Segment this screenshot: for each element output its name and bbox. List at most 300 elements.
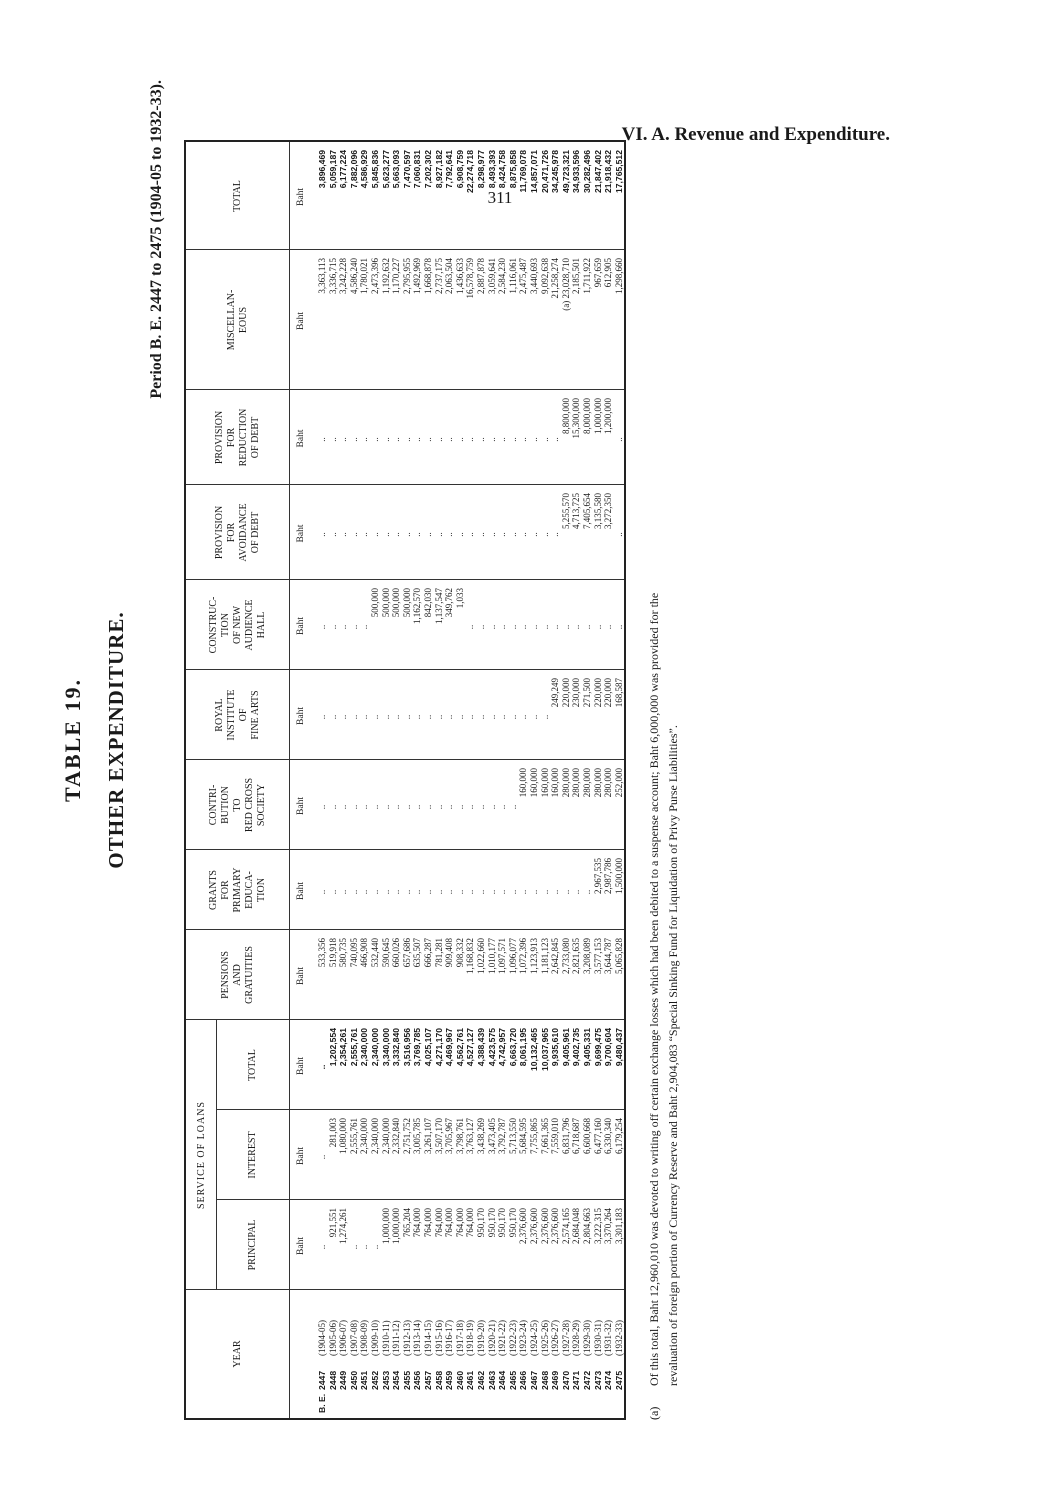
table-cell-principal: 3,370,264 [603, 1208, 614, 1244]
table-cell-principal: 2,684,048 [571, 1208, 582, 1244]
table-cell-pensions: 666,287 [423, 938, 433, 968]
table-cell-misc: 3,363,113 [317, 258, 327, 294]
table-cell-audience-hall: .. [550, 624, 561, 630]
table-cell-avoidance: .. [476, 532, 486, 537]
table-cell-principal: 950,170 [486, 1208, 497, 1238]
table-cell-red-cross: .. [359, 804, 370, 810]
table-cell-total: 8,424,758 [497, 150, 508, 189]
table-cell-audience-hall: .. [327, 624, 338, 630]
table-cell-interest: 5,713,550 [507, 1118, 518, 1154]
table-cell-total: 11,769,078 [518, 150, 529, 193]
table-cell-total: 34,933,596 [571, 150, 582, 194]
table-cell-grants: 2,987,786 [603, 858, 614, 894]
table-cell-interest: 3,438,269 [476, 1118, 486, 1154]
header-avoidance-of-debt: PROVISION FOR AVOIDANCE OF DEBT [213, 503, 261, 562]
year-be: 2451 [359, 1370, 370, 1390]
table-cell-red-cross: 160,000 [550, 768, 561, 798]
unit-label: Baht [296, 1237, 306, 1255]
table-cell-loans-total: 9,699,475 [592, 1028, 603, 1067]
table-number: TABLE 19. [60, 678, 85, 802]
table-cell-grants: .. [550, 889, 561, 895]
table-cell-reduction: .. [613, 437, 624, 442]
rotated-table-page [40, 20, 800, 1460]
year-ad: (1919-20) [476, 1320, 486, 1356]
table-cell-total: 6,908,759 [454, 150, 465, 189]
table-cell-total: 7,792,641 [444, 150, 455, 189]
table-cell-total: 5,623,277 [380, 150, 391, 189]
table-cell-red-cross: .. [412, 804, 423, 810]
table-cell-grants: .. [423, 889, 433, 895]
year-be: 2452 [370, 1370, 380, 1390]
table-cell-avoidance: .. [359, 532, 370, 537]
year-ad: (1917-18) [454, 1320, 465, 1356]
table-cell-loans-total: 2,354,261 [338, 1028, 349, 1067]
table-cell-principal: 764,000 [412, 1208, 423, 1238]
year-ad: (1909-10) [370, 1320, 380, 1356]
table-cell-avoidance: .. [454, 532, 465, 537]
table-cell-audience-hall: 500,000 [391, 588, 402, 618]
table-cell-reduction: .. [539, 437, 550, 442]
table-cell-avoidance: .. [444, 532, 455, 537]
table-cell-total: 8,298,977 [476, 150, 486, 189]
table-cell-avoidance: .. [423, 532, 433, 537]
year-ad: (1907-08) [348, 1320, 359, 1356]
header-audience-hall: CONSTRUC- TION OF NEW AUDIENCE HALL [207, 596, 267, 654]
table-cell-pensions: 1,181,123 [539, 938, 550, 974]
table-cell-fine-arts: .. [465, 714, 476, 720]
table-cell-avoidance: .. [401, 532, 412, 537]
year-be: 2472 [582, 1370, 592, 1390]
table-cell-total: 22,274,718 [465, 150, 476, 194]
table-cell-loans-total: 3,332,840 [391, 1028, 402, 1067]
table-cell-loans-total: 4,742,957 [497, 1028, 508, 1067]
table-cell-total: 5,845,836 [370, 150, 380, 189]
table-cell-avoidance: .. [412, 532, 423, 537]
table-cell-principal: .. [317, 1244, 327, 1250]
table-cell-loans-total: 4,025,107 [423, 1028, 433, 1067]
table-cell-total: 14,857,071 [529, 150, 539, 194]
year-ad: (1922-23) [507, 1320, 518, 1356]
table-cell-misc: 1,780,021 [359, 258, 370, 294]
table-cell-reduction: 8,000,000 [582, 398, 592, 434]
table-cell-red-cross: .. [370, 804, 380, 810]
table-cell-principal: 1,000,000 [391, 1208, 402, 1244]
table-cell-misc: 2,063,504 [444, 258, 455, 294]
table-cell-interest: 2,332,840 [391, 1118, 402, 1154]
table-cell-reduction: .. [348, 437, 359, 442]
table-cell-audience-hall: 842,030 [423, 588, 433, 618]
table-cell-audience-hall: .. [338, 624, 349, 630]
table-cell-audience-hall: 1,033 [454, 588, 465, 609]
table-cell-total: 7,882,096 [348, 150, 359, 189]
table-cell-misc: 1,116,061 [507, 258, 518, 294]
table-cell-reduction: .. [444, 437, 455, 442]
table-cell-fine-arts: .. [476, 714, 486, 720]
year-be: 2449 [338, 1370, 349, 1390]
table-cell-misc: 3,336,715 [327, 258, 338, 294]
table-cell-audience-hall: .. [613, 624, 624, 630]
year-ad: (1911-12) [391, 1320, 402, 1356]
table-cell-loans-total: 9,402,735 [571, 1028, 582, 1067]
unit-label: Baht [296, 429, 306, 448]
table-cell-audience-hall: 500,000 [370, 588, 380, 618]
table-cell-avoidance: 3,135,580 [592, 493, 603, 529]
table-cell-audience-hall: .. [348, 624, 359, 630]
table-cell-reduction: .. [486, 437, 497, 442]
table-cell-audience-hall: .. [476, 624, 486, 630]
table-cell-avoidance: .. [391, 532, 402, 537]
table-cell-red-cross: 252,000 [613, 768, 624, 798]
table-cell-avoidance: .. [317, 532, 327, 537]
table-cell-reduction: .. [359, 437, 370, 442]
table-cell-reduction: .. [476, 437, 486, 442]
table-cell-fine-arts: .. [444, 714, 455, 720]
table-cell-reduction: .. [327, 437, 338, 442]
year-ad: (1930-31) [592, 1320, 603, 1356]
unit-label: Baht [296, 617, 306, 635]
table-cell-reduction: .. [507, 437, 518, 442]
table-cell-grants: .. [476, 889, 486, 895]
table-cell-principal: 764,000 [423, 1208, 433, 1238]
table-cell-reduction: .. [433, 437, 444, 442]
table-cell-interest: 7,755,865 [529, 1118, 539, 1154]
table-cell-avoidance: .. [497, 532, 508, 537]
table-cell-grants: .. [391, 889, 402, 895]
year-ad: (1931-32) [603, 1320, 614, 1356]
table-cell-misc: 1,436,633 [454, 258, 465, 294]
table-cell-loans-total: 4,388,439 [476, 1028, 486, 1067]
year-be: 2462 [476, 1370, 486, 1390]
table-cell-loans-total: 1,202,554 [327, 1028, 338, 1067]
table-cell-total: 4,586,929 [359, 150, 370, 189]
table-cell-red-cross: .. [433, 804, 444, 810]
table-cell-audience-hall: .. [486, 624, 497, 630]
year-be: 2466 [518, 1370, 529, 1390]
year-ad: (1908-09) [359, 1320, 370, 1356]
table-cell-interest: 3,005,785 [412, 1118, 423, 1154]
table-cell-interest: 6,600,668 [582, 1118, 592, 1154]
table-cell-reduction: .. [529, 437, 539, 442]
table-cell-fine-arts: .. [338, 714, 349, 720]
table-subtitle: OTHER EXPENDITURE. [104, 611, 128, 869]
table-cell-total: 8,927,182 [433, 150, 444, 189]
table-cell-avoidance: .. [380, 532, 391, 537]
table-cell-principal: 765,204 [401, 1208, 412, 1238]
table-cell-fine-arts: .. [423, 714, 433, 720]
header-miscellaneous: MISCELLAN- EOUS [225, 289, 249, 351]
unit-label: Baht [296, 524, 306, 543]
table-cell-principal: 764,000 [465, 1208, 476, 1238]
table-cell-loans-total: 2,340,000 [370, 1028, 380, 1067]
table-cell-fine-arts: .. [412, 714, 423, 720]
header-red-cross: CONTRI- BUTION TO RED CROSS SOCIETY [207, 777, 267, 833]
table-cell-red-cross: .. [338, 804, 349, 810]
table-cell-misc: (a) 23,028,710 [560, 258, 571, 311]
table-cell-misc: 16,578,759 [465, 258, 476, 299]
table-cell-audience-hall: .. [359, 624, 370, 630]
table-cell-audience-hall: 1,162,570 [412, 588, 423, 624]
table-cell-avoidance: .. [550, 532, 561, 537]
table-cell-interest: 6,718,687 [571, 1118, 582, 1154]
table-cell-interest: 1,080,000 [338, 1118, 349, 1154]
table-cell-grants: .. [401, 889, 412, 895]
header-loans-total: TOTAL [246, 1049, 258, 1081]
year-ad: (1926-27) [550, 1320, 561, 1356]
table-cell-grants: .. [454, 889, 465, 895]
table-cell-audience-hall: .. [529, 624, 539, 630]
year-ad: (1921-22) [497, 1320, 508, 1356]
table-cell-interest: 5,684,595 [518, 1118, 529, 1154]
table-cell-interest: 3,798,761 [454, 1118, 465, 1154]
table-cell-reduction: .. [518, 437, 529, 442]
table-cell-pensions: 3,208,089 [582, 938, 592, 974]
table-cell-grants: .. [433, 889, 444, 895]
table-cell-avoidance: 5,255,570 [560, 493, 571, 529]
table-cell-red-cross: 280,000 [592, 768, 603, 798]
year-be: 2470 [560, 1370, 571, 1390]
table-cell-misc: 1,668,878 [423, 258, 433, 294]
table-cell-reduction: .. [465, 437, 476, 442]
table-cell-misc: 21,258,274 [550, 258, 561, 299]
table-cell-misc: 2,185,501 [571, 258, 582, 294]
year-be: 2463 [486, 1370, 497, 1390]
table-cell-fine-arts: .. [348, 714, 359, 720]
table-cell-loans-total: 8,061,195 [518, 1028, 529, 1067]
table-cell-avoidance: .. [507, 532, 518, 537]
year-be: 2461 [465, 1370, 476, 1390]
table-cell-pensions: 1,022,660 [476, 938, 486, 974]
table-cell-interest: .. [317, 1154, 327, 1160]
table-cell-total: 21,847,402 [592, 150, 603, 194]
table-cell-reduction: .. [370, 437, 380, 442]
table-cell-red-cross: .. [401, 804, 412, 810]
table-cell-misc: 2,473,396 [370, 258, 380, 294]
table-cell-interest: 3,705,967 [444, 1118, 455, 1154]
table-cell-loans-total: 10,132,465 [529, 1028, 539, 1072]
table-cell-reduction: .. [412, 437, 423, 442]
header-year: YEAR [231, 1340, 243, 1368]
table-cell-pensions: 660,026 [391, 938, 402, 968]
table-cell-grants: .. [507, 889, 518, 895]
table-cell-misc: 3,059,641 [486, 258, 497, 294]
unit-label: Baht [296, 188, 306, 206]
table-cell-misc: 2,737,175 [433, 258, 444, 294]
year-be: 2453 [380, 1370, 391, 1390]
year-ad: (1914-15) [423, 1320, 433, 1356]
table-cell-total: 7,060,831 [412, 150, 423, 189]
table-cell-reduction: 15,300,000 [571, 398, 582, 439]
table-cell-principal: 764,000 [444, 1208, 455, 1238]
table-cell-audience-hall: .. [507, 624, 518, 630]
table-cell-interest: 6,330,340 [603, 1118, 614, 1154]
table-cell-grants: .. [571, 889, 582, 895]
table-cell-misc: 1,192,632 [380, 258, 391, 294]
table-cell-red-cross: 280,000 [603, 768, 614, 798]
table-cell-loans-total: 4,469,967 [444, 1028, 455, 1067]
table-cell-avoidance: .. [327, 532, 338, 537]
table-cell-audience-hall: .. [582, 624, 592, 630]
table-cell-interest: 2,751,752 [401, 1118, 412, 1154]
table-cell-grants: .. [412, 889, 423, 895]
year-ad: (1925-26) [539, 1320, 550, 1356]
table-cell-reduction: .. [380, 437, 391, 442]
unit-label: Baht [296, 707, 306, 725]
table-cell-audience-hall: 500,000 [401, 588, 412, 618]
table-cell-reduction: .. [391, 437, 402, 442]
table-cell-grants: .. [560, 889, 571, 895]
table-cell-misc: 3,440,693 [529, 258, 539, 294]
table-cell-fine-arts: 271,500 [582, 678, 592, 708]
table-cell-interest: 6,831,796 [560, 1118, 571, 1154]
table-cell-principal: 1,274,261 [338, 1208, 349, 1244]
table-cell-pensions: 2,642,845 [550, 938, 561, 974]
table-cell-pensions: 519,918 [327, 938, 338, 968]
table-cell-avoidance: .. [465, 532, 476, 537]
table-cell-interest: 3,473,405 [486, 1118, 497, 1154]
table-cell-loans-total: 6,663,720 [507, 1028, 518, 1067]
page-number: 311 [487, 188, 513, 207]
table-cell-misc: 9,092,638 [539, 258, 550, 294]
table-cell-grants: .. [539, 889, 550, 895]
section-header: VI. A. Revenue and Expenditure. [621, 124, 890, 145]
header-total: TOTAL [231, 180, 243, 212]
table-cell-red-cross: .. [327, 804, 338, 810]
table-cell-fine-arts: .. [529, 714, 539, 720]
table-cell-avoidance: 4,713,725 [571, 493, 582, 529]
table-cell-grants: .. [497, 889, 508, 895]
table-cell-avoidance: .. [518, 532, 529, 537]
table-cell-grants: 1,500,000 [613, 858, 624, 894]
table-cell-pensions: 3,644,787 [603, 938, 614, 974]
table-cell-misc: 1,492,969 [412, 258, 423, 294]
table-cell-red-cross: 280,000 [582, 768, 592, 798]
year-be: 2469 [550, 1370, 561, 1390]
table-cell-audience-hall: .. [560, 624, 571, 630]
table-cell-pensions: 590,645 [380, 938, 391, 968]
table-cell-interest: 2,555,761 [348, 1118, 359, 1154]
table-cell-pensions: 908,332 [454, 938, 465, 968]
footnote-line-2: revaluation of foreign portion of Currency Reserve and Baht 2,904,083 “Special Sinking Fund for Liquidation of Privy Purse Liabilities”. [666, 725, 680, 1386]
year-be: 2473 [592, 1370, 603, 1390]
header-reduction-of-debt: PROVISION FOR REDUCTION OF DEBT [213, 408, 261, 467]
table-cell-total: 8,875,858 [507, 150, 518, 189]
header-fine-arts: ROYAL INSTITUTE OF FINE ARTS [213, 689, 261, 741]
table-cell-reduction: .. [401, 437, 412, 442]
footnote-line-1: Of this total, Baht 12,960,010 was devoted to writing off certain exchange losses which had been debited to a suspense account; Baht 6,000,000 was provided for the [647, 592, 661, 1386]
table-cell-interest: 3,792,787 [497, 1118, 508, 1154]
table-cell-grants: .. [380, 889, 391, 895]
table-cell-loans-total: 4,562,761 [454, 1028, 465, 1067]
year-be: 2459 [444, 1370, 455, 1390]
header-grants: GRANTS FOR PRIMARY EDUCA- TION [207, 867, 267, 913]
table-cell-reduction: .. [317, 437, 327, 442]
table-cell-red-cross: .. [454, 804, 465, 810]
header-principal: PRINCIPAL [246, 1219, 258, 1271]
footnote [645, 140, 683, 1420]
table-cell-total: 34,245,978 [550, 150, 561, 194]
table-cell-interest: 7,559,010 [550, 1118, 561, 1154]
table-cell-total: 5,663,093 [391, 150, 402, 189]
table-cell-pensions: 1,096,077 [507, 938, 518, 974]
table-cell-grants: .. [444, 889, 455, 895]
year-be: 2447 [317, 1370, 327, 1390]
year-be: 2458 [433, 1370, 444, 1390]
table-cell-fine-arts: .. [454, 714, 465, 720]
year-ad: (1918-19) [465, 1320, 476, 1356]
table-cell-reduction: .. [338, 437, 349, 442]
table-cell-audience-hall: .. [465, 624, 476, 630]
table-cell-misc: 1,170,227 [391, 258, 402, 294]
table-cell-misc: 1,298,660 [613, 258, 624, 294]
footnote-mark: (a) [647, 1406, 661, 1420]
table-cell-pensions: 909,408 [444, 938, 455, 968]
table-cell-pensions: 532,440 [370, 938, 380, 968]
table-cell-red-cross: .. [486, 804, 497, 810]
year-be: 2460 [454, 1370, 465, 1390]
table-cell-interest: 6,179,254 [613, 1118, 624, 1154]
table-cell-audience-hall: .. [571, 624, 582, 630]
table-cell-loans-total: 2,555,761 [348, 1028, 359, 1067]
table-cell-pensions: 1,168,832 [465, 938, 476, 974]
table-cell-fine-arts: 220,000 [560, 678, 571, 708]
table-cell-fine-arts: 249,249 [550, 678, 561, 708]
table-cell-reduction: .. [497, 437, 508, 442]
table-cell-loans-total: 2,340,000 [359, 1028, 370, 1067]
year-ad: (1924-25) [529, 1320, 539, 1356]
table-cell-interest: 3,763,127 [465, 1118, 476, 1154]
year-ad: (1905-06) [327, 1320, 338, 1356]
table-cell-avoidance: .. [348, 532, 359, 537]
era-prefix: B. E. [317, 1393, 327, 1413]
table-cell-interest: 281,003 [327, 1118, 338, 1148]
table-cell-grants: .. [582, 889, 592, 895]
table-cell-principal: 3,222,315 [592, 1208, 603, 1244]
table-cell-interest: 7,661,365 [539, 1118, 550, 1154]
table-cell-audience-hall: .. [603, 624, 614, 630]
table-cell-avoidance: .. [529, 532, 539, 537]
table-cell-audience-hall: .. [592, 624, 603, 630]
table-cell-grants: .. [486, 889, 497, 895]
table-cell-grants: .. [317, 889, 327, 895]
table-cell-pensions: 2,821,635 [571, 938, 582, 974]
header-interest: INTEREST [246, 1131, 258, 1179]
table-cell-red-cross: .. [497, 804, 508, 810]
year-ad: (1904-05) [317, 1320, 327, 1356]
table-cell-red-cross: 160,000 [518, 768, 529, 798]
table-cell-total: 5,059,187 [327, 150, 338, 189]
year-ad: (1906-07) [338, 1320, 349, 1356]
table-cell-loans-total: 3,516,956 [401, 1028, 412, 1067]
year-be: 2456 [412, 1370, 423, 1390]
table-cell-loans-total: 9,935,610 [550, 1028, 561, 1067]
table-cell-misc: 2,584,230 [497, 258, 508, 294]
table-cell-interest: 3,261,107 [423, 1118, 433, 1154]
table-cell-misc: 2,887,878 [476, 258, 486, 294]
table-cell-grants: .. [338, 889, 349, 895]
table-cell-pensions: 740,095 [348, 938, 359, 968]
table-cell-fine-arts: .. [380, 714, 391, 720]
table-cell-principal: 2,376,600 [518, 1208, 529, 1244]
table-cell-loans-total: 9,405,961 [560, 1028, 571, 1067]
table-cell-pensions: 1,072,396 [518, 938, 529, 974]
table-cell-misc: 1,711,922 [582, 258, 592, 294]
table-cell-principal: .. [348, 1244, 359, 1250]
table-cell-principal: .. [370, 1244, 380, 1250]
table-cell-grants: .. [529, 889, 539, 895]
table-cell-pensions: 3,577,153 [592, 938, 603, 974]
table-cell-interest: 2,340,000 [370, 1118, 380, 1154]
table-cell-red-cross: .. [380, 804, 391, 810]
